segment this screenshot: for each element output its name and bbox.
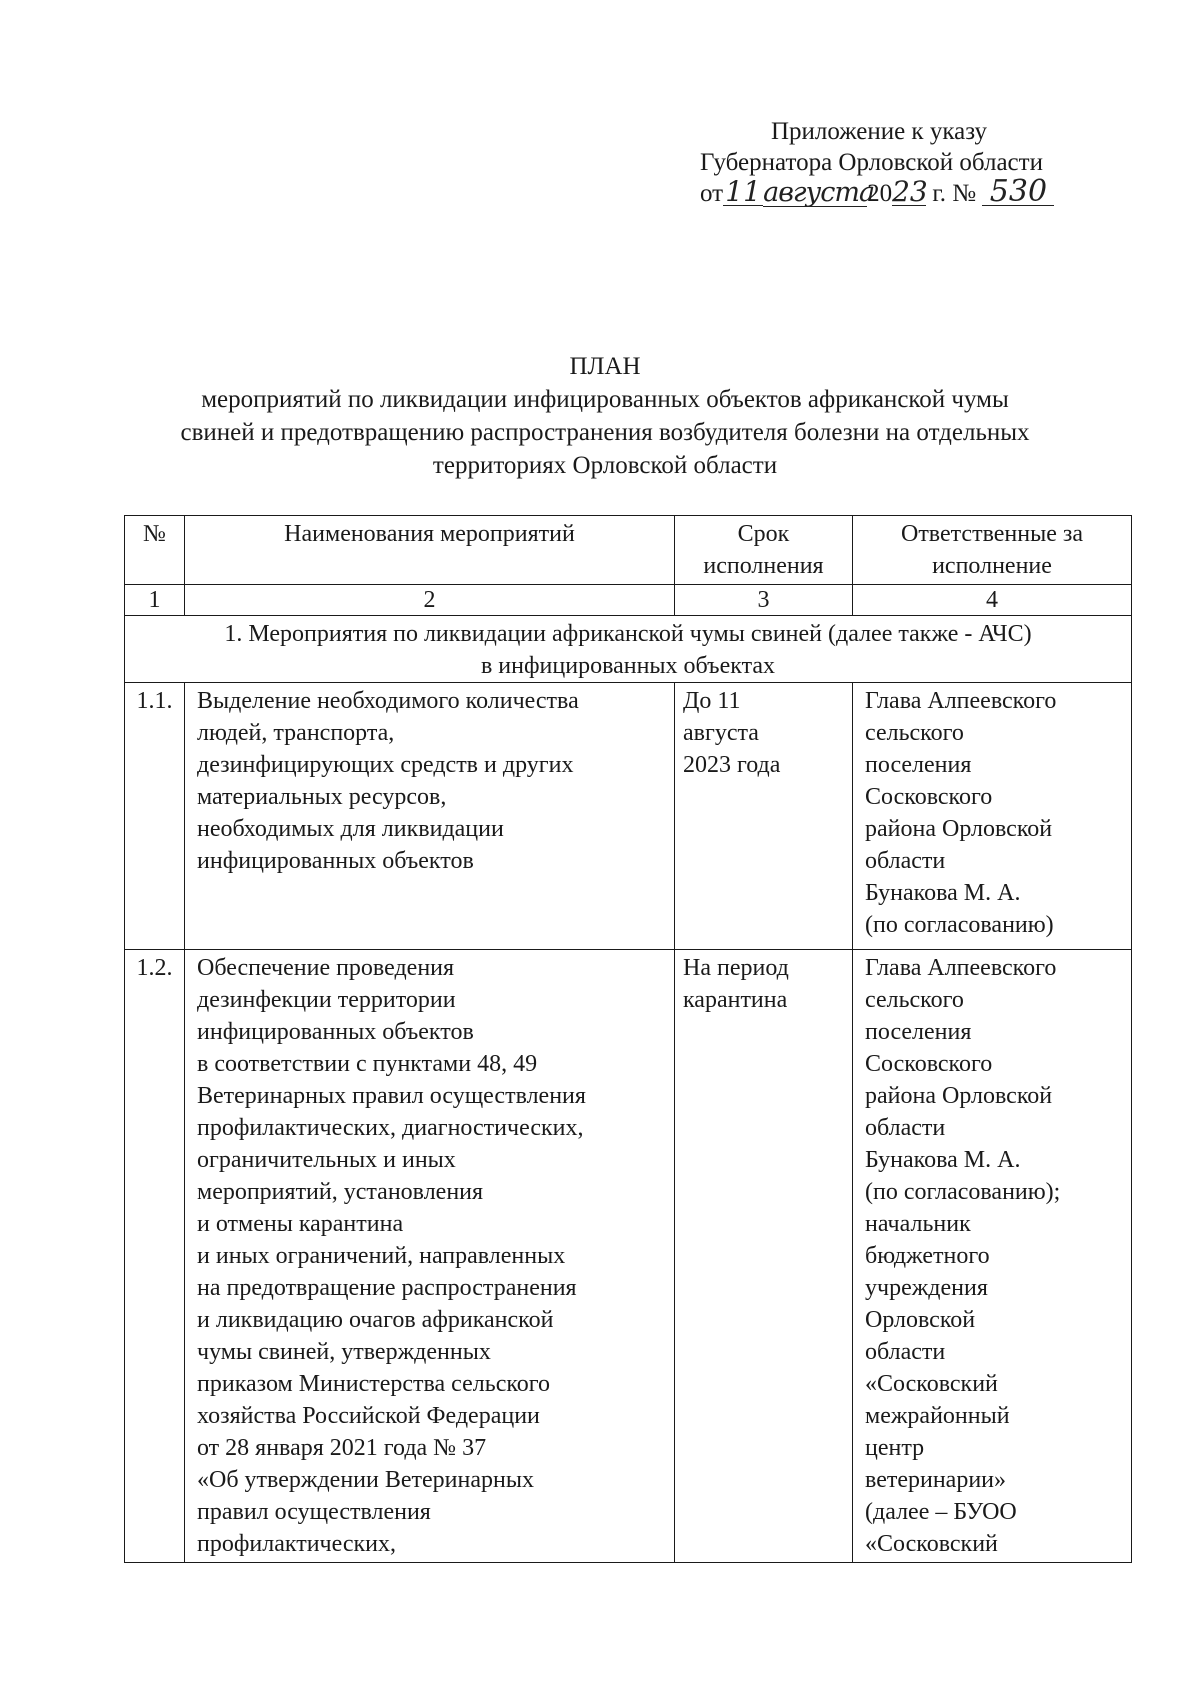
row-responsible	[853, 683, 1132, 950]
activity-line: профилактических, диагностических,	[197, 1115, 584, 1141]
activity-line: инфицированных объектов	[197, 848, 474, 874]
responsible-line: ветеринарии»	[865, 1467, 1007, 1493]
responsible-line: области	[865, 848, 946, 874]
row-term	[675, 683, 853, 950]
row-activity	[185, 683, 675, 950]
table-row	[125, 950, 1132, 1563]
plan-table	[124, 515, 1132, 1563]
from-label: от	[700, 180, 724, 207]
row-responsible	[853, 950, 1132, 1563]
table-header-row	[125, 516, 1132, 585]
activity-line: профилактических,	[197, 1531, 397, 1557]
responsible-line: сельского	[865, 720, 964, 746]
header-term-line: исполнения	[703, 553, 824, 579]
row-number: 1.1.	[125, 683, 185, 950]
activity-line: на предотвращение распространения	[197, 1275, 577, 1301]
activity-line: инфицированных объектов	[197, 1019, 474, 1045]
responsible-line: поселения	[865, 752, 972, 778]
responsible-line: Глава Алпеевского	[865, 688, 1057, 714]
header-term-line: Срок	[737, 521, 790, 547]
activity-line: и иных ограничений, направленных	[197, 1243, 566, 1269]
responsible-line: области	[865, 1339, 946, 1365]
activity-line: и отмены карантина	[197, 1211, 404, 1237]
appendix-header	[700, 116, 1140, 209]
responsible-line: района Орловской	[865, 816, 1053, 842]
header-term	[675, 516, 853, 585]
section-title	[125, 616, 1132, 683]
handwritten-day: 11	[723, 179, 763, 206]
activity-line: материальных ресурсов,	[197, 784, 447, 810]
activity-line: Ветеринарных правил осуществления	[197, 1083, 586, 1109]
term-line: августа	[683, 720, 759, 746]
responsible-line: Бунакова М. А.	[865, 880, 1021, 906]
responsible-line: учреждения	[865, 1275, 988, 1301]
responsible-line: центр	[865, 1435, 925, 1461]
activity-line: хозяйства Российской Федерации	[197, 1403, 540, 1429]
term-line: карантина	[683, 987, 788, 1013]
responsible-line: района Орловской	[865, 1083, 1053, 1109]
responsible-line: «Сосковский	[865, 1531, 998, 1557]
appendix-date-number	[700, 174, 1140, 209]
term-line: До 11	[683, 688, 741, 714]
responsible-line: межрайонный	[865, 1403, 1010, 1429]
responsible-line: области	[865, 1115, 946, 1141]
activity-line: дезинфекции территории	[197, 987, 456, 1013]
responsible-line: Сосковского	[865, 784, 993, 810]
responsible-line: поселения	[865, 1019, 972, 1045]
appendix-issuer: Губернатора Орловской области	[700, 149, 1043, 176]
header-resp-line: исполнение	[932, 553, 1052, 579]
header-responsible	[853, 516, 1132, 585]
activity-line: и ликвидацию очагов африканской	[197, 1307, 554, 1333]
responsible-line: Бунакова М. А.	[865, 1147, 1021, 1173]
term-line: На период	[683, 955, 789, 981]
activity-line: от 28 января 2021 года № 37	[197, 1435, 487, 1461]
year-prefix: 20	[867, 180, 893, 207]
column-number-row	[125, 585, 1132, 616]
section-row	[125, 616, 1132, 683]
responsible-line: бюджетного	[865, 1243, 990, 1269]
column-number: 3	[675, 585, 853, 616]
title-line-2: свиней и предотвращению распространения возбудителя болезни на отдельных	[180, 419, 1030, 446]
plan-heading: ПЛАН	[569, 353, 641, 380]
year-number-label: г. №	[932, 180, 977, 207]
activity-line: правил осуществления	[197, 1499, 431, 1525]
activity-line: приказом Министерства сельского	[197, 1371, 551, 1397]
responsible-line: (по согласованию);	[865, 1179, 1061, 1205]
title-line-1: мероприятий по ликвидации инфицированных объектов африканской чумы	[201, 386, 1009, 413]
activity-line: дезинфицирующих средств и других	[197, 752, 574, 778]
responsible-line: «Сосковский	[865, 1371, 998, 1397]
activity-line: людей, транспорта,	[197, 720, 395, 746]
table-row	[125, 683, 1132, 950]
header-name: Наименования мероприятий	[185, 516, 675, 585]
activity-line: Выделение необходимого количества	[197, 688, 579, 714]
handwritten-month: августа	[763, 177, 875, 208]
document-title	[120, 350, 1090, 482]
responsible-line: (далее – БУОО	[865, 1499, 1017, 1525]
row-term	[675, 950, 853, 1563]
activity-line: ограничительных и иных	[197, 1147, 456, 1173]
row-activity	[185, 950, 675, 1563]
activity-line: чумы свиней, утвержденных	[197, 1339, 491, 1365]
activity-line: Обеспечение проведения	[197, 955, 455, 981]
activity-line: «Об утверждении Ветеринарных	[197, 1467, 534, 1493]
activity-line: мероприятий, установления	[197, 1179, 484, 1205]
column-number: 4	[853, 585, 1132, 616]
column-number: 1	[125, 585, 185, 616]
responsible-line: сельского	[865, 987, 964, 1013]
title-line-3: территориях Орловской области	[432, 452, 778, 479]
header-num: №	[125, 516, 185, 585]
section-line: 1. Мероприятия по ликвидации африканской чумы свиней (далее также - АЧС)	[224, 621, 1032, 647]
handwritten-year: 23	[892, 175, 928, 208]
responsible-line: Орловской	[865, 1307, 976, 1333]
responsible-line: начальник	[865, 1211, 971, 1237]
row-number: 1.2.	[125, 950, 185, 1563]
responsible-line: (по согласованию)	[865, 912, 1054, 938]
column-number: 2	[185, 585, 675, 616]
term-line: 2023 года	[683, 752, 781, 778]
activity-line: необходимых для ликвидации	[197, 816, 504, 842]
handwritten-number: 530	[982, 179, 1054, 206]
header-resp-line: Ответственные за	[900, 521, 1084, 547]
responsible-line: Глава Алпеевского	[865, 955, 1057, 981]
responsible-line: Сосковского	[865, 1051, 993, 1077]
appendix-title: Приложение к указу	[771, 118, 988, 145]
activity-line: в соответствии с пунктами 48, 49	[197, 1051, 538, 1077]
section-line: в инфицированных объектах	[480, 653, 776, 679]
